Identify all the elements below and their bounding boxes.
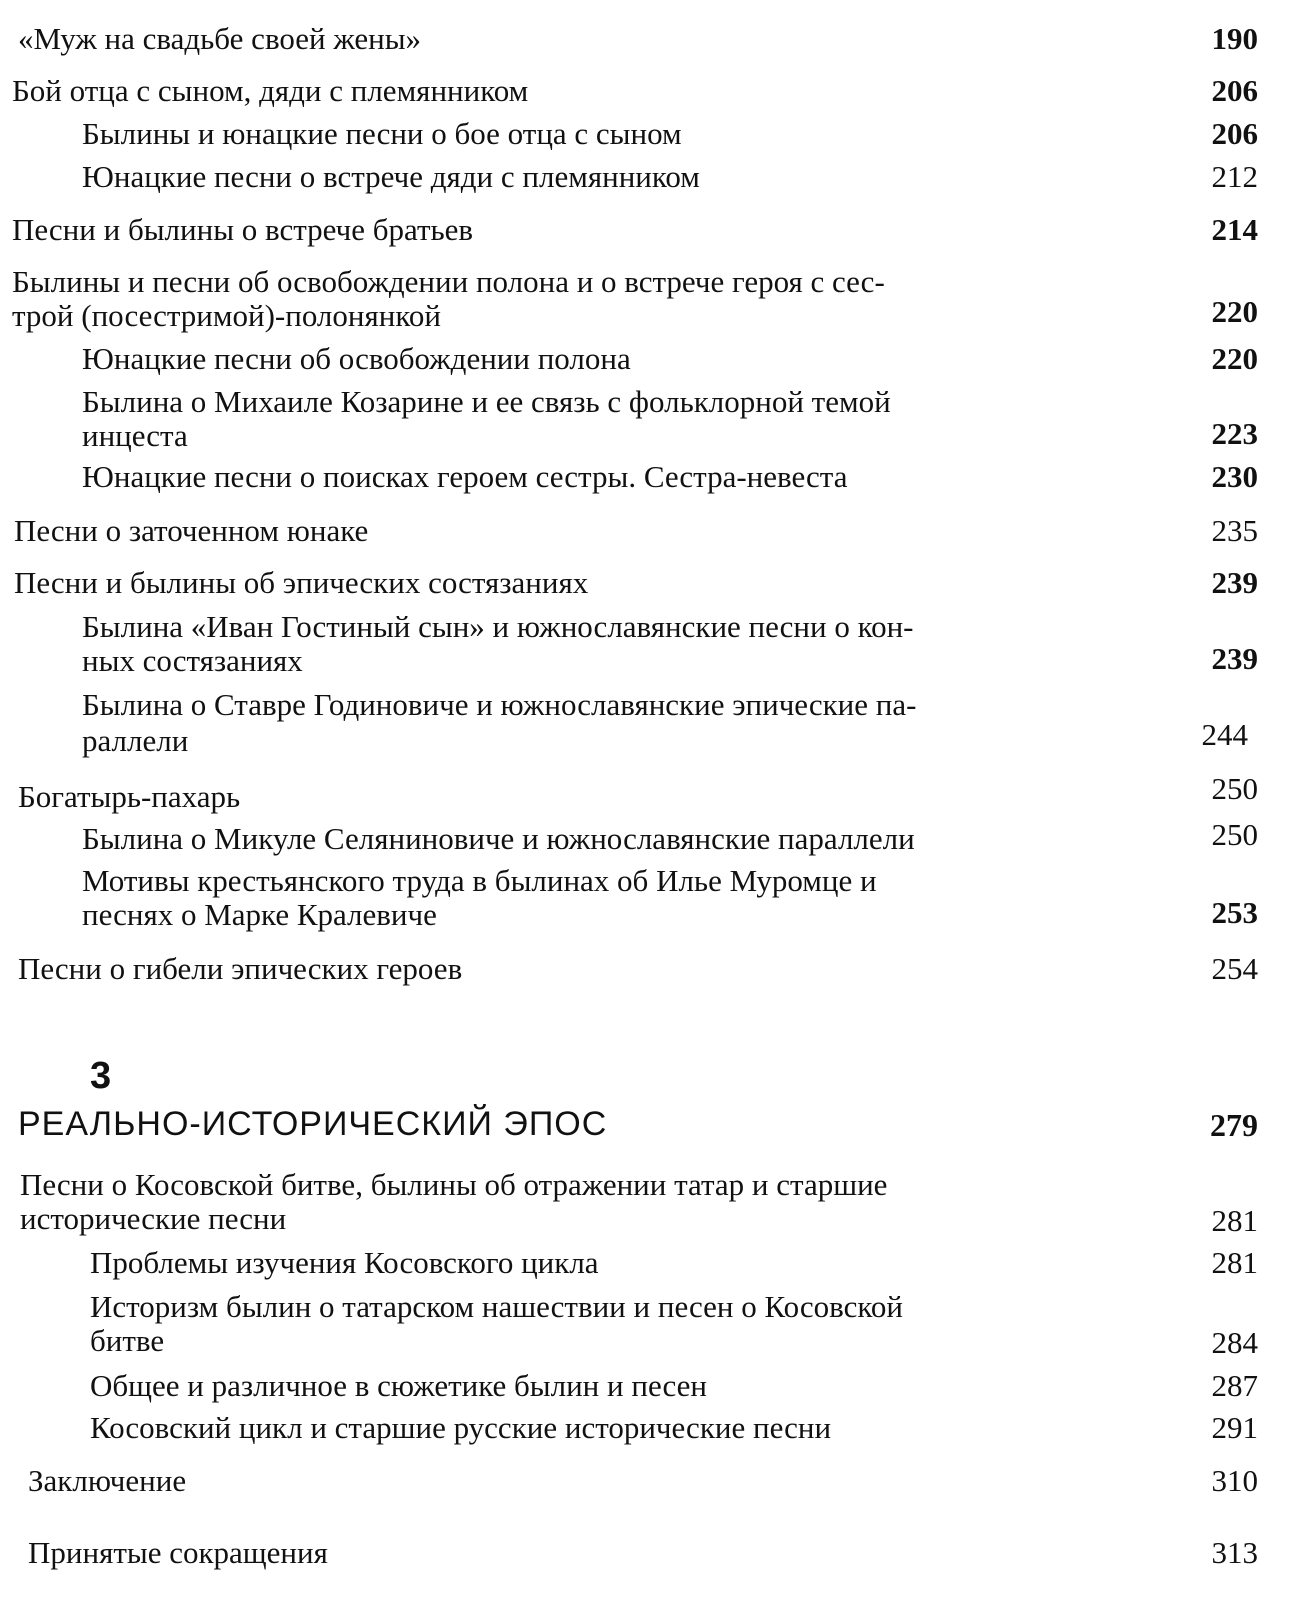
entry-page: 244 xyxy=(1201,717,1248,752)
section-number: 3 xyxy=(90,1055,112,1097)
entry-page: 206 xyxy=(1211,73,1258,108)
entry-page: 250 xyxy=(1211,771,1258,806)
entry-title-line2: ных состязаниях xyxy=(82,643,303,678)
entry-title: Заключение xyxy=(28,1463,187,1498)
entry-title-line1: Песни о Косовской битве, былины об отражении татар и старшие xyxy=(20,1167,888,1202)
toc-entry xyxy=(0,1536,1301,1576)
entry-title: Богатырь-пахарь xyxy=(18,779,241,814)
entry-page: 291 xyxy=(1211,1410,1258,1445)
toc-subentry xyxy=(0,817,1301,862)
section-title: РЕАЛЬНО-ИСТОРИЧЕСКИЙ ЭПОС xyxy=(18,1105,608,1143)
toc-subentry xyxy=(0,610,1301,682)
toc-subentry xyxy=(0,117,1301,157)
entry-title-line1: Былина «Иван Гостиный сын» и южнославянские песни о кон- xyxy=(82,609,914,644)
toc-entry xyxy=(0,213,1301,253)
entry-page: 310 xyxy=(1211,1463,1258,1498)
entry-title-line1: Мотивы крестьянского труда в былинах об Илье Муромце и xyxy=(82,863,877,898)
entry-title: Косовский цикл и старшие русские исторические песни xyxy=(90,1410,832,1445)
toc-entry xyxy=(0,566,1301,606)
entry-title: Былина о Микуле Селяниновиче и южнославянские параллели xyxy=(82,821,915,856)
entry-title: Юнацкие песни о поисках героем сестры. Сестра-невеста xyxy=(82,459,848,494)
toc-entry xyxy=(0,771,1301,820)
toc-subentry xyxy=(0,385,1301,457)
toc-entry xyxy=(0,22,1301,62)
toc-subentry xyxy=(0,160,1301,200)
entry-page: 230 xyxy=(1211,459,1258,494)
toc-subentry xyxy=(0,1411,1301,1451)
toc-subentry xyxy=(0,342,1301,382)
entry-page: 206 xyxy=(1211,116,1258,151)
entry-page: 254 xyxy=(1211,951,1258,986)
toc-entry xyxy=(0,74,1301,114)
entry-page: 253 xyxy=(1211,895,1258,930)
entry-title: «Муж на свадьбе своей жены» xyxy=(18,21,422,56)
entry-page: 220 xyxy=(1211,294,1258,329)
toc-entry xyxy=(0,1168,1301,1240)
entry-title: Бой отца с сыном, дяди с племянником xyxy=(12,73,529,108)
entry-title: Общее и различное в сюжетике былин и песен xyxy=(90,1368,707,1403)
entry-page: 220 xyxy=(1211,341,1258,376)
entry-page: 250 xyxy=(1211,817,1258,852)
entry-page: 239 xyxy=(1211,641,1258,676)
entry-page: 214 xyxy=(1211,212,1258,247)
toc-entry xyxy=(0,1464,1301,1504)
entry-title-line2: раллели xyxy=(82,723,189,758)
entry-page: 281 xyxy=(1211,1245,1258,1280)
toc-subentry xyxy=(0,1246,1301,1286)
toc-subentry xyxy=(0,1369,1301,1409)
entry-page: 313 xyxy=(1211,1535,1258,1570)
entry-page: 212 xyxy=(1211,159,1258,194)
entry-title-line1: Былина о Михаиле Козарине и ее связь с фольклорной темой xyxy=(82,384,891,419)
entry-title: Юнацкие песни о встрече дяди с племянником xyxy=(82,159,700,194)
toc-entry xyxy=(0,265,1301,337)
entry-title-line1: Былина о Ставре Годиновиче и южнославянские эпические па- xyxy=(82,687,917,722)
entry-title-line2: инцеста xyxy=(82,418,188,453)
entry-page: 281 xyxy=(1211,1203,1258,1238)
entry-page: 235 xyxy=(1211,513,1258,548)
entry-page: 284 xyxy=(1211,1325,1258,1360)
entry-title: Принятые сокращения xyxy=(28,1535,328,1570)
entry-title-line2: битве xyxy=(90,1323,165,1358)
entry-title: Песни и былины об эпических состязаниях xyxy=(14,565,589,600)
entry-page: 287 xyxy=(1211,1368,1258,1403)
entry-title-line2: трой (посестримой)-полонянкой xyxy=(12,298,441,333)
entry-title: Песни о гибели эпических героев xyxy=(18,951,463,986)
toc-subentry xyxy=(0,460,1301,500)
section-page: 279 xyxy=(1210,1107,1258,1143)
entry-page: 239 xyxy=(1211,565,1258,600)
entry-title-line1: Историзм былин о татарском нашествии и песен о Косовской xyxy=(90,1289,903,1324)
toc-entry xyxy=(0,514,1301,554)
entry-title-line2: песнях о Марке Кралевиче xyxy=(82,897,437,932)
entry-title: Проблемы изучения Косовского цикла xyxy=(90,1245,599,1280)
entry-title: Былины и юнацкие песни о бое отца с сыном xyxy=(82,116,682,151)
entry-page: 190 xyxy=(1211,21,1258,56)
entry-title: Юнацкие песни об освобождении полона xyxy=(82,341,631,376)
toc-subentry xyxy=(0,1290,1301,1362)
toc-subentry xyxy=(0,864,1301,936)
toc-entry xyxy=(0,952,1301,992)
entry-title: Песни и былины о встрече братьев xyxy=(12,212,474,247)
entry-title-line1: Былины и песни об освобождении полона и о встрече героя с сес- xyxy=(12,264,885,299)
entry-title: Песни о заточенном юнаке xyxy=(14,513,369,548)
entry-title-line2: исторические песни xyxy=(20,1201,287,1236)
entry-page: 223 xyxy=(1211,416,1258,451)
toc-subentry xyxy=(0,688,1301,760)
